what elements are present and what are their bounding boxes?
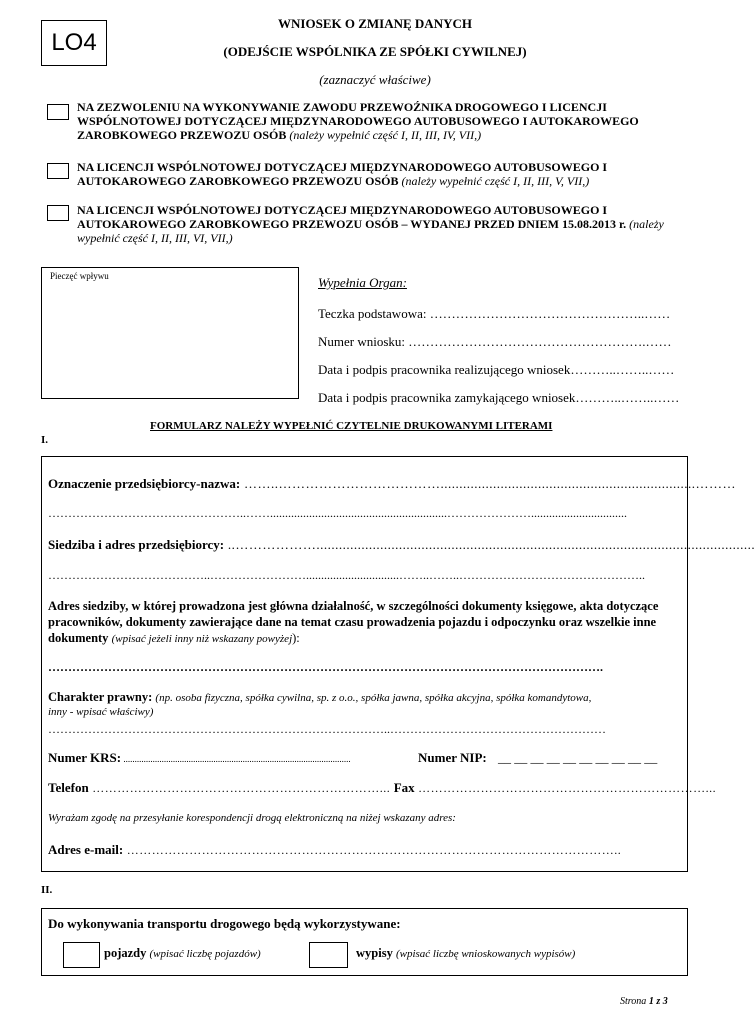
form-code-box (41, 20, 107, 66)
fax-label: Fax (393, 780, 415, 795)
wypisy-label-row (356, 946, 575, 961)
wypisy-input[interactable] (309, 942, 348, 968)
email-dots: ……………………………………………………………………………………………………….. (123, 843, 622, 857)
telefon-fax-row[interactable] (48, 780, 717, 796)
option-2-label (77, 160, 697, 188)
siedziba-dots: ..………………..................................................................................................................... (224, 537, 755, 552)
nip-row[interactable] (418, 750, 657, 766)
pojazdy-input[interactable] (63, 942, 100, 968)
form-title: WNIOSEK O ZMIANĘ DANYCH (278, 16, 472, 31)
option-3-note: (należy wypełnić część I, II, III, VI, VII,) (77, 217, 664, 245)
charakter-note: (np. osoba fizyczna, spółka cywilna, sp. z o.o., spółka jawna, spółka akcyjna, spółka komandytowa, (155, 692, 592, 704)
page-footer-label: Strona (620, 996, 647, 1007)
charakter-note-2: inny - wpisać właściwy) (48, 706, 154, 718)
option-1-checkbox[interactable] (47, 104, 69, 120)
stamp-box (41, 267, 299, 399)
data-zamykajacego-field: Data i podpis pracownika zamykającego wniosek………..……..…… (318, 390, 680, 405)
page-footer (620, 996, 668, 1007)
fill-notice: FORMULARZ NALEŻY WYPEŁNIĆ CZYTELNIE DRUKOWANYMI LITERAMI (150, 420, 553, 432)
siedziba-row[interactable] (48, 537, 755, 553)
adres-dots[interactable]: …………………………………………………………………………………………………………………………. (48, 660, 603, 674)
option-3-checkbox[interactable] (47, 205, 69, 221)
select-instruction: (zaznaczyć właściwe) (319, 72, 431, 87)
siedziba-label: Siedziba i adres przedsiębiorcy: (48, 537, 225, 552)
charakter-label: Charakter prawny: (48, 690, 153, 704)
wypisy-label: wypisy (356, 946, 393, 960)
data-realizujacego-field: Data i podpis pracownika realizującego wniosek………..……..…… (318, 362, 675, 377)
pojazdy-note: (wpisać liczbę pojazdów) (149, 948, 261, 960)
organ-heading: Wypełnia Organ: (318, 275, 407, 290)
section-2-heading: Do wykonywania transportu drogowego będą wykorzystywane: (48, 916, 401, 931)
telefon-dots: ……………………………………………………………... (88, 781, 394, 795)
wypisy-note: (wpisać liczbę wnioskowanych wypisów) (395, 948, 576, 960)
nazwa-dots: ……..………………………………....................................................................……… (240, 476, 736, 491)
option-2-text: NA LICENCJI WSPÓLNOTOWEJ DOTYCZĄCEJ MIĘDZYNARODOWEGO AUTOBUSOWEGO I AUTOKAROWEGO ZAROBKOWEGO PRZEWOZU OSÓB (77, 160, 608, 188)
teczka-field: Teczka podstawowa: …………………………………………..…… (318, 306, 671, 321)
email-label: Adres e-mail: (48, 842, 124, 857)
option-3-text: NA LICENCJI WSPÓLNOTOWEJ DOTYCZĄCEJ MIĘDZYNARODOWEGO AUTOBUSOWEGO I AUTOKAROWEGO ZAROBKOWEGO PRZEWOZU OSÓB – WYDANEJ PRZED DNIEM 15.08.2013 r. (77, 203, 627, 231)
nazwa-label: Oznaczenie przedsiębiorcy-nazwa: (48, 476, 241, 491)
email-consent: Wyrażam zgodę na przesyłanie korespondencji drogą elektroniczną na niżej wskazany adres: (48, 812, 456, 824)
option-1-label (77, 100, 697, 142)
adres-label (48, 598, 668, 647)
nip-blanks: __ __ __ __ __ __ __ __ __ __ (497, 750, 658, 765)
nazwa-row-2[interactable]: …………………………………………..……...........................................................…………………................................ (48, 506, 627, 520)
option-3-label (77, 203, 697, 245)
nazwa-row[interactable] (48, 476, 736, 492)
email-row[interactable] (48, 842, 684, 858)
pojazdy-label-row (104, 946, 261, 961)
siedziba-row-2[interactable]: …………………………………..……………………...............................……..……..……………………………………….. (48, 568, 645, 582)
form-subtitle: (ODEJŚCIE WSPÓLNIKA ZE SPÓŁKI CYWILNEJ) (223, 44, 527, 59)
option-2-note: (należy wypełnić część I, II, III, V, VII,) (401, 174, 590, 188)
form-code: LO4 (51, 29, 97, 56)
numer-wniosku-field: Numer wniosku: ……………………………………………….…… (318, 334, 672, 349)
krs-label: Numer KRS: (48, 750, 122, 765)
adres-end: ): (292, 631, 300, 645)
option-1-note: (należy wypełnić część I, II, III, IV, VII,) (289, 128, 482, 142)
nip-label: Numer NIP: (418, 750, 487, 765)
option-2-checkbox[interactable] (47, 163, 69, 179)
pojazdy-label: pojazdy (104, 946, 147, 960)
fax-dots: ……………………………………………………………... (414, 781, 717, 795)
telefon-label: Telefon (48, 780, 89, 795)
adres-bold-text: Adres siedziby, w której prowadzona jest główna działalność, w szczególności dokumenty księgowe, akta dotyczące pracowników, dokumenty zawierające dane na temat czasu prowadzenia pojazdu i odpoczynku oraz wszelkie inne dokumenty (48, 599, 659, 645)
option-1-text: NA ZEZWOLENIU NA WYKONYWANIE ZAWODU PRZEWOŹNIKA DROGOWEGO I LICENCJI WSPÓLNOTOWEJ DOTYCZĄCEJ MIĘDZYNARODOWEGO AUTOBUSOWEGO I AUTOKAROWEGO ZAROBKOWEGO PRZEWOZU OSÓB (77, 100, 639, 142)
adres-note: (wpisać jeżeli inny niż wskazany powyżej (111, 633, 293, 645)
stamp-label: Pieczęć wpływu (50, 271, 109, 281)
section-2-label: II. (41, 884, 53, 896)
charakter-row (48, 690, 684, 705)
section-1-label: I. (41, 434, 49, 446)
charakter-dots[interactable]: …………………………………………………………………………..……………………………………………… (48, 722, 606, 736)
page-number: 1 z 3 (648, 996, 668, 1007)
krs-row[interactable] (48, 750, 458, 766)
krs-dots: ..................................................................................................... (121, 754, 351, 764)
